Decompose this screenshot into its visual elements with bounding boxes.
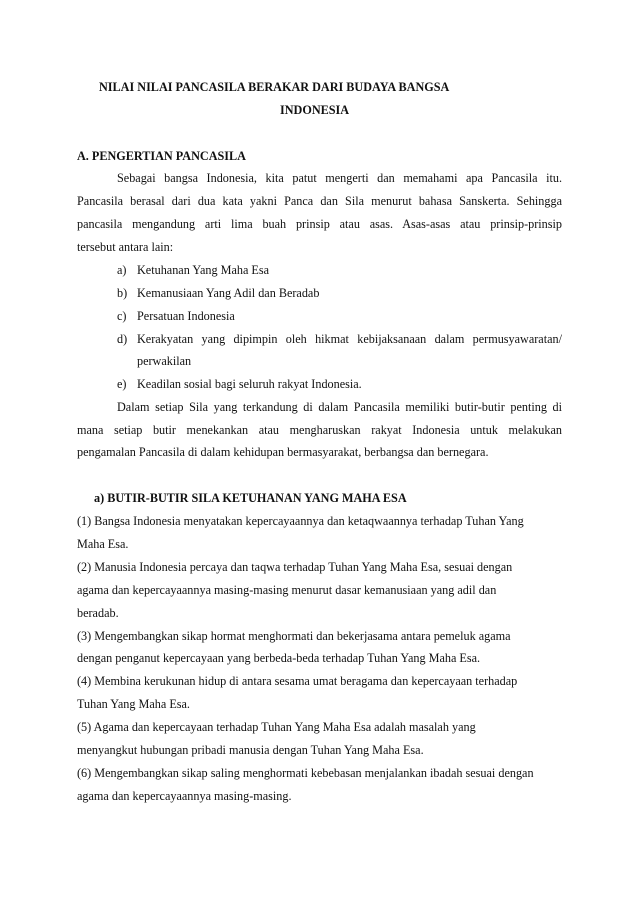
document-title-line-1: NILAI NILAI PANCASILA BERAKAR DARI BUDAYA BANGSA [99, 80, 450, 94]
butir-line: dengan penganut kepercayaan yang berbeda-beda terhadap Tuhan Yang Maha Esa. [77, 651, 481, 665]
butir-line: agama dan kepercayaannya masing-masing menurut dasar kemanusiaan yang adil dan [77, 583, 497, 597]
list-marker: a) [117, 263, 127, 277]
paragraph-line: Pancasila berasal dari dua kata yakni Panca dan Sila menurut bahasa Sanskerta. Sehingga [77, 194, 562, 208]
butir-line: (1) Bangsa Indonesia menyatakan kepercayaannya dan ketaqwaannya terhadap Tuhan Yang [77, 514, 524, 528]
list-item-text: Keadilan sosial bagi seluruh rakyat Indonesia. [137, 377, 362, 391]
list-marker: e) [117, 377, 127, 391]
list-item-text: Ketuhanan Yang Maha Esa [137, 263, 270, 277]
list-item-text: Kerakyatan yang dipimpin oleh hikmat kebijaksanaan dalam permusyawaratan/ [137, 332, 562, 346]
subsection-heading: a) BUTIR-BUTIR SILA KETUHANAN YANG MAHA ESA [94, 491, 407, 505]
list-item-text: perwakilan [137, 354, 192, 368]
list-marker: c) [117, 309, 127, 323]
butir-line: Maha Esa. [77, 537, 129, 551]
butir-line: Tuhan Yang Maha Esa. [77, 697, 190, 711]
butir-line: menyangkut hubungan pribadi manusia dengan Tuhan Yang Maha Esa. [77, 743, 424, 757]
butir-line: agama dan kepercayaannya masing-masing. [77, 789, 292, 803]
butir-line: (4) Membina kerukunan hidup di antara sesama umat beragama dan kepercayaan terhadap [77, 674, 518, 688]
list-item-text: Persatuan Indonesia [137, 309, 235, 323]
butir-line: (6) Mengembangkan sikap saling menghormati kebebasan menjalankan ibadah sesuai dengan [77, 766, 534, 780]
document-title-line-2: INDONESIA [280, 103, 350, 117]
list-marker: b) [117, 286, 128, 300]
butir-line: beradab. [77, 606, 119, 620]
list-marker: d) [117, 332, 128, 346]
paragraph-line: Dalam setiap Sila yang terkandung di dalam Pancasila memiliki butir-butir penting di [117, 400, 562, 414]
paragraph-line: pengamalan Pancasila di dalam kehidupan bermasyarakat, berbangsa dan bernegara. [77, 445, 489, 459]
butir-line: (2) Manusia Indonesia percaya dan taqwa terhadap Tuhan Yang Maha Esa, sesuai dengan [77, 560, 513, 574]
butir-line: (3) Mengembangkan sikap hormat menghormati dan bekerjasama antara pemeluk agama [77, 629, 511, 643]
paragraph-line: mana setiap butir menekankan atau mengharuskan rakyat Indonesia untuk melakukan [77, 423, 562, 437]
paragraph-line: Sebagai bangsa Indonesia, kita patut mengerti dan memahami apa Pancasila itu. [117, 171, 562, 185]
section-a-heading: A. PENGERTIAN PANCASILA [77, 149, 246, 163]
list-item-text: Kemanusiaan Yang Adil dan Beradab [137, 286, 320, 300]
butir-line: (5) Agama dan kepercayaan terhadap Tuhan Yang Maha Esa adalah masalah yang [77, 720, 476, 734]
paragraph-line: tersebut antara lain: [77, 240, 174, 254]
paragraph-line: pancasila mengandung arti lima buah prinsip atau asas. Asas-asas atau prinsip-prinsip [77, 217, 562, 231]
